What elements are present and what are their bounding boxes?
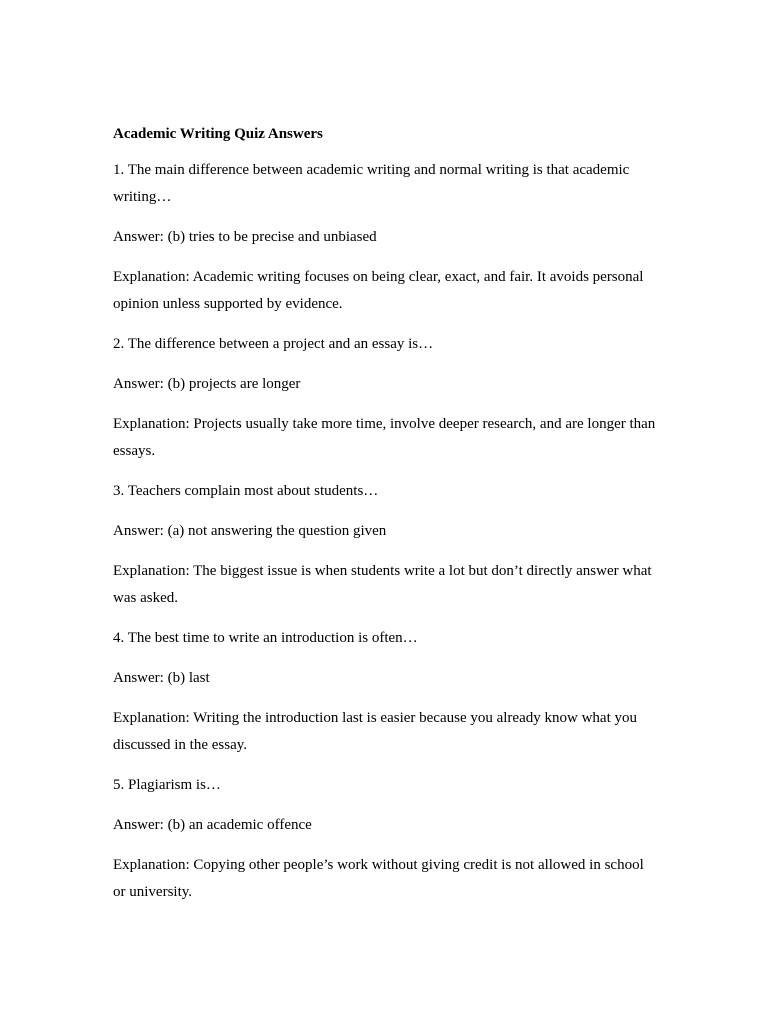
answer-5: Answer: (b) an academic offence — [113, 817, 312, 833]
answer-1: Answer: (b) tries to be precise and unbiased — [113, 229, 377, 245]
explanation-1: Explanation: Academic writing focuses on being clear, exact, and fair. It avoids personal opinion unless supported by evidence. — [113, 269, 644, 312]
document-body — [113, 124, 658, 919]
answer-4: Answer: (b) last — [113, 670, 210, 686]
question-5: 5. Plagiarism is… — [113, 777, 221, 793]
question-4: 4. The best time to write an introduction is often… — [113, 630, 418, 646]
question-3: 3. Teachers complain most about students… — [113, 483, 379, 499]
answer-2: Answer: (b) projects are longer — [113, 376, 301, 392]
document-title: Academic Writing Quiz Answers — [113, 126, 323, 142]
question-1: 1. The main difference between academic writing and normal writing is that academic writing… — [113, 162, 630, 205]
explanation-3: Explanation: The biggest issue is when students write a lot but don’t directly answer what was asked. — [113, 563, 652, 606]
explanation-5: Explanation: Copying other people’s work without giving credit is not allowed in school or university. — [113, 857, 644, 900]
question-2: 2. The difference between a project and an essay is… — [113, 336, 434, 352]
explanation-2: Explanation: Projects usually take more time, involve deeper research, and are longer than essays. — [113, 416, 656, 459]
answer-3: Answer: (a) not answering the question given — [113, 523, 387, 539]
explanation-4: Explanation: Writing the introduction last is easier because you already know what you discussed in the essay. — [113, 710, 637, 753]
